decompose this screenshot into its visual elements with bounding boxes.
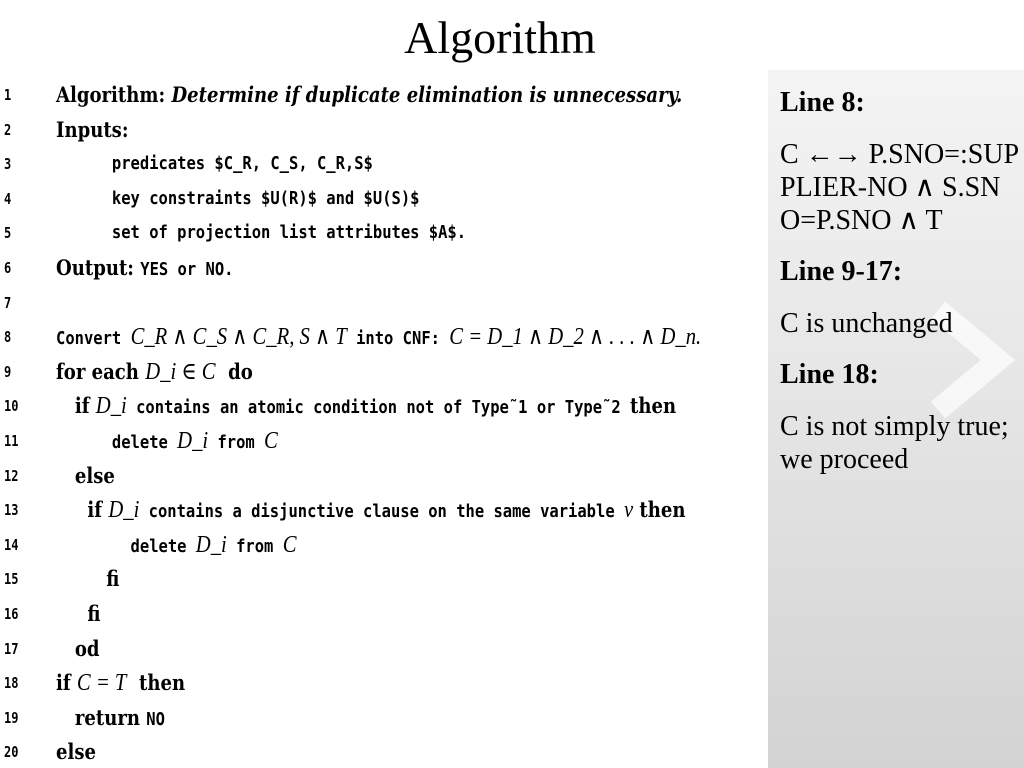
listing-line: [0, 147, 768, 181]
code-text: [56, 216, 466, 250]
code-fragment: set of projection list attributes $A$.: [56, 222, 467, 244]
code-fragment: NO: [146, 708, 165, 730]
code-fragment: Algorithm:: [56, 82, 172, 107]
code-fragment: Output:: [56, 255, 141, 280]
line8-heading: Line 8:: [780, 87, 865, 118]
listing-line: [0, 182, 768, 216]
code-text: [56, 459, 115, 495]
code-fragment: D_i: [95, 393, 127, 420]
line-number: 8: [4, 328, 12, 347]
listing-line: [0, 701, 768, 735]
code-text: [56, 666, 185, 702]
listing-line: [0, 562, 768, 596]
code-fragment: if: [56, 497, 109, 523]
code-fragment: contains a disjunctive clause on the same variable: [139, 501, 624, 523]
code-fragment: contains an atomic condition not of Type˜1 or Type˜2: [126, 397, 631, 419]
slide-title: Algorithm: [404, 12, 596, 63]
line-number: 10: [4, 397, 19, 416]
code-fragment: then: [126, 670, 186, 696]
listing-line: [0, 251, 768, 285]
listing-line: [0, 389, 768, 423]
algorithm-listing: [0, 70, 768, 768]
listing-line: [0, 78, 768, 112]
line-number: 20: [4, 743, 19, 762]
code-fragment: if: [56, 670, 77, 696]
line-number: 7: [4, 293, 12, 312]
listing-line: [0, 320, 768, 354]
code-text: [56, 147, 373, 181]
code-fragment: key constraints $U(R)$ and $U(S)$: [56, 187, 420, 209]
listing-line: [0, 493, 768, 527]
listing-line: [0, 286, 768, 320]
code-fragment: do: [215, 358, 253, 384]
line-number: 11: [4, 432, 19, 450]
code-text: [56, 78, 682, 114]
code-text: [56, 528, 296, 564]
code-text: [56, 493, 686, 529]
code-text: [56, 113, 129, 149]
code-fragment: C: [264, 428, 278, 454]
listing-line: [0, 528, 768, 562]
line9-17-text: C is unchanged: [780, 308, 953, 339]
code-text: [56, 701, 165, 737]
code-fragment: D_i: [177, 428, 209, 454]
listing-line: [0, 424, 768, 458]
code-fragment: D_i: [108, 497, 140, 524]
code-fragment: Convert: [56, 328, 131, 350]
code-fragment: fi: [56, 566, 120, 592]
listing-line: [0, 355, 768, 389]
code-fragment: else: [56, 739, 97, 765]
line-number: 16: [4, 605, 19, 623]
line-number: 2: [4, 120, 12, 139]
code-fragment: delete: [56, 535, 196, 557]
code-fragment: C_R ∧ C_S ∧ C_R, S ∧ T: [130, 324, 347, 351]
code-text: [56, 182, 419, 216]
code-text: [56, 735, 96, 768]
code-fragment: from: [226, 535, 283, 557]
code-fragment: fi: [56, 601, 101, 626]
code-fragment: od: [56, 635, 100, 661]
line-number: 9: [4, 362, 12, 381]
annotation-sidebar: [768, 70, 1024, 768]
line-number: 19: [4, 708, 19, 727]
line-number: 6: [4, 259, 12, 277]
code-text: [56, 389, 676, 425]
code-fragment: return: [56, 704, 147, 730]
code-fragment: predicates $C_R, C_S, C_R,S$: [56, 153, 373, 175]
line18-heading: Line 18:: [780, 359, 879, 390]
code-fragment: C = T: [76, 670, 127, 697]
line-number: 3: [4, 155, 12, 174]
line-number: 14: [4, 535, 19, 554]
code-fragment: C = D_1 ∧ D_2 ∧ . . . ∧ D_n.: [449, 324, 702, 351]
code-fragment: Inputs:: [56, 116, 129, 142]
line-number: 17: [4, 639, 19, 658]
line-number: 5: [4, 224, 12, 243]
code-text: [56, 597, 101, 633]
line-number: 4: [4, 189, 12, 208]
listing-line: [0, 216, 768, 250]
line-number: 12: [4, 466, 19, 485]
code-fragment: D_i ∈ C: [145, 358, 216, 385]
code-text: [56, 320, 701, 356]
code-fragment: D_i: [195, 531, 227, 558]
line-number: 13: [4, 501, 19, 520]
line-number: 1: [4, 86, 12, 104]
code-fragment: for each: [56, 358, 146, 384]
code-fragment: then: [633, 497, 686, 523]
line8-text: C ←→ P.SNO=:SUPPLIER-NO ∧ S.SNO=P.SNO ∧ T: [780, 139, 1020, 236]
code-fragment: else: [56, 462, 115, 488]
listing-line: [0, 735, 768, 768]
listing-line: [0, 113, 768, 147]
code-fragment: YES or NO.: [140, 259, 234, 280]
listing-line: [0, 459, 768, 493]
code-fragment: into CNF:: [346, 328, 450, 350]
line-number: 15: [4, 570, 19, 589]
listing-line: [0, 632, 768, 666]
code-text: [56, 562, 119, 598]
code-text: [56, 424, 278, 460]
code-text: [56, 251, 233, 287]
code-fragment: v: [623, 497, 634, 524]
line18-text: C is not simply true; we proceed: [780, 411, 1009, 475]
listing-line: [0, 597, 768, 631]
code-fragment: C: [282, 531, 297, 558]
code-fragment: delete: [56, 432, 178, 453]
line-number: 18: [4, 674, 19, 693]
code-fragment: from: [208, 432, 265, 453]
code-fragment: Determine if duplicate elimination is unnecessary.: [171, 82, 683, 107]
listing-line: [0, 666, 768, 700]
code-text: [56, 355, 253, 391]
code-fragment: then: [630, 393, 677, 419]
code-fragment: if: [56, 393, 96, 419]
code-text: [56, 632, 100, 668]
line9-17-heading: Line 9-17:: [780, 256, 903, 287]
